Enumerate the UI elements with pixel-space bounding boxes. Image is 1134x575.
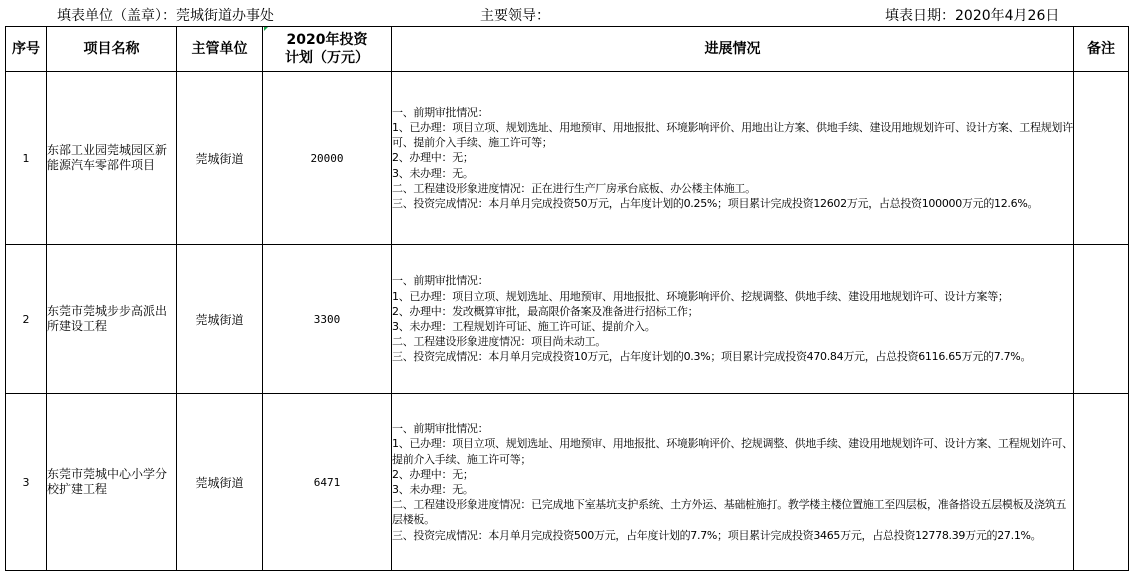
progress-line: 1、已办理：项目立项、规划选址、用地预审、用地报批、环境影响评价、用地出让方案、供地手续、建设用地规划许可、设计方案、工程规划许可、提前介入手续、施工许可等；	[392, 120, 1073, 150]
progress-line: 3、未办理：无。	[392, 166, 474, 180]
progress-line: 二、工程建设形象进度情况：正在进行生产厂房承台底板、办公楼主体施工。	[392, 181, 756, 195]
main-leader: 主要领导：	[480, 8, 550, 24]
progress-line: 2、办理中：发改概算审批，最高限价备案及准备进行招标工作；	[392, 304, 699, 318]
cell-index[interactable]: 2	[6, 245, 47, 394]
table-row	[6, 72, 1129, 245]
cell-project-name[interactable]: 东部工业园莞城园区新能源汽车零部件项目	[47, 72, 177, 245]
progress-line: 3、未办理：无。	[392, 483, 474, 496]
progress-line: 二、工程建设形象进度情况：已完成地下室基坑支护系统、土方外运、基础桩施打。教学楼主楼位置施工至四层板，准备搭设五层模板及浇筑五层楼板。	[392, 498, 1067, 527]
progress-line: 3、未办理：工程规划许可证、施工许可证、提前介入。	[392, 320, 656, 333]
cell-note[interactable]	[1074, 72, 1129, 245]
progress-line: 一、前期审批情况：	[392, 105, 489, 119]
progress-line: 2、办理中：无；	[392, 151, 474, 165]
table-header-row	[6, 27, 1129, 72]
progress-line: 三、投资完成情况：本月单月完成投资500万元，占年度计划的7.7%；项目累计完成投资3465万元，占总投资12778.39万元的27.1%。	[392, 528, 1042, 542]
progress-line: 1、已办理：项目立项、规划选址、用地预审、用地报批、环境影响评价、挖规调整、供地手续、建设用地规划许可、设计方案、工程规划许可、提前介入手续、施工许可等；	[392, 437, 1073, 466]
cell-dept[interactable]: 莞城街道	[177, 72, 263, 245]
cell-index[interactable]: 3	[6, 394, 47, 571]
cell-note[interactable]	[1074, 394, 1129, 571]
report-header	[0, 0, 1134, 26]
progress-line: 三、投资完成情况：本月单月完成投资10万元，占年度计划的0.3%；项目累计完成投资470.84万元，占总投资6116.65万元的7.7%。	[392, 350, 1032, 364]
column-header-dept[interactable]: 主管单位	[177, 27, 263, 72]
plan-header-line1: 2020年投资	[286, 32, 368, 48]
filing-unit: 填表单位（盖章）：莞城街道办事处	[57, 8, 274, 24]
column-header-name[interactable]: 项目名称	[47, 27, 177, 72]
cell-index[interactable]: 1	[6, 72, 47, 245]
project-progress-table	[5, 26, 1129, 571]
table-row	[6, 245, 1129, 394]
column-header-note[interactable]: 备注	[1074, 27, 1129, 72]
column-header-index[interactable]: 序号	[6, 27, 47, 72]
cell-plan[interactable]: 20000	[263, 72, 392, 245]
cell-project-name[interactable]: 东莞市莞城中心小学分校扩建工程	[47, 394, 177, 571]
cell-plan[interactable]: 3300	[263, 245, 392, 394]
column-header-plan[interactable]	[263, 27, 392, 72]
progress-line: 一、前期审批情况：	[392, 422, 489, 436]
progress-line: 一、前期审批情况：	[392, 274, 489, 288]
progress-line: 二、工程建设形象进度情况：项目尚未动工。	[392, 335, 606, 349]
filing-date: 填表日期：2020年4月26日	[885, 8, 1060, 24]
progress-line: 1、已办理：项目立项、规划选址、用地预审、用地报批、环境影响评价、挖规调整、供地手续、建设用地规划许可、设计方案等；	[392, 289, 1009, 303]
cell-note[interactable]	[1074, 245, 1129, 394]
cell-dept[interactable]: 莞城街道	[177, 245, 263, 394]
cell-plan[interactable]: 6471	[263, 394, 392, 571]
cell-dept[interactable]: 莞城街道	[177, 394, 263, 571]
cell-project-name[interactable]: 东莞市莞城步步高派出所建设工程	[47, 245, 177, 394]
progress-line: 2、办理中：无；	[392, 467, 474, 481]
cell-progress[interactable]	[392, 245, 1074, 394]
cell-progress[interactable]	[392, 394, 1074, 571]
progress-line: 三、投资完成情况：本月单月完成投资50万元，占年度计划的0.25%；项目累计完成投资12602万元，占总投资100000万元的12.6%。	[392, 197, 1039, 210]
column-header-progress[interactable]: 进展情况	[392, 27, 1074, 72]
plan-header-line2: 计划（万元）	[285, 50, 369, 66]
table-row	[6, 394, 1129, 571]
cell-progress[interactable]	[392, 72, 1074, 245]
